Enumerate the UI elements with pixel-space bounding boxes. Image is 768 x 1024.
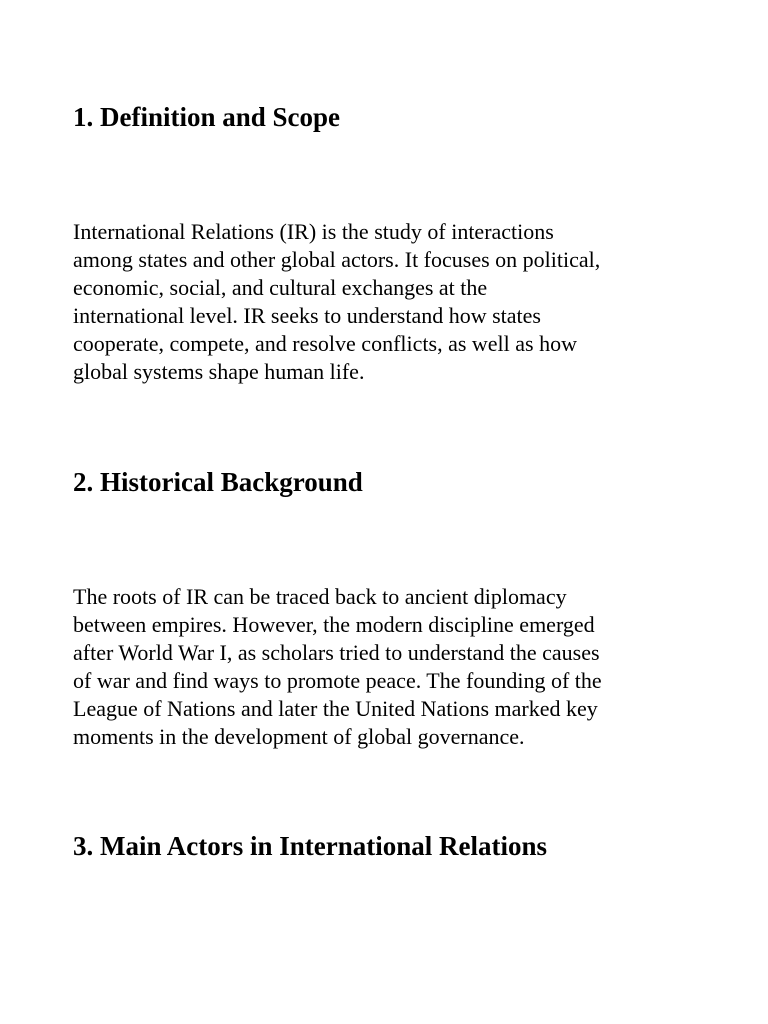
paragraph-line: moments in the development of global governance.: [73, 724, 525, 749]
paragraph-line: League of Nations and later the United Nations marked key: [73, 696, 598, 721]
paragraph-line: of war and find ways to promote peace. The founding of the: [73, 668, 602, 693]
section-heading-main-actors: 3. Main Actors in International Relations: [73, 831, 548, 861]
paragraph-line: cooperate, compete, and resolve conflicts, as well as how: [73, 331, 577, 356]
paragraph-line: economic, social, and cultural exchanges at the: [73, 275, 488, 300]
paragraph-line: among states and other global actors. It focuses on political,: [73, 247, 601, 272]
paragraph-line: global systems shape human life.: [73, 359, 365, 384]
section-paragraph-historical-background: [73, 583, 703, 751]
section-heading-historical-background: 2. Historical Background: [73, 467, 363, 497]
paragraph-line: International Relations (IR) is the study of interactions: [73, 219, 554, 244]
paragraph-line: The roots of IR can be traced back to ancient diplomacy: [73, 584, 567, 609]
paragraph-line: international level. IR seeks to understand how states: [73, 303, 541, 328]
paragraph-line: between empires. However, the modern discipline emerged: [73, 612, 595, 637]
section-paragraph-definition-and-scope: [73, 218, 703, 386]
section-heading-definition-and-scope: 1. Definition and Scope: [73, 102, 341, 132]
paragraph-line: after World War I, as scholars tried to understand the causes: [73, 640, 600, 665]
